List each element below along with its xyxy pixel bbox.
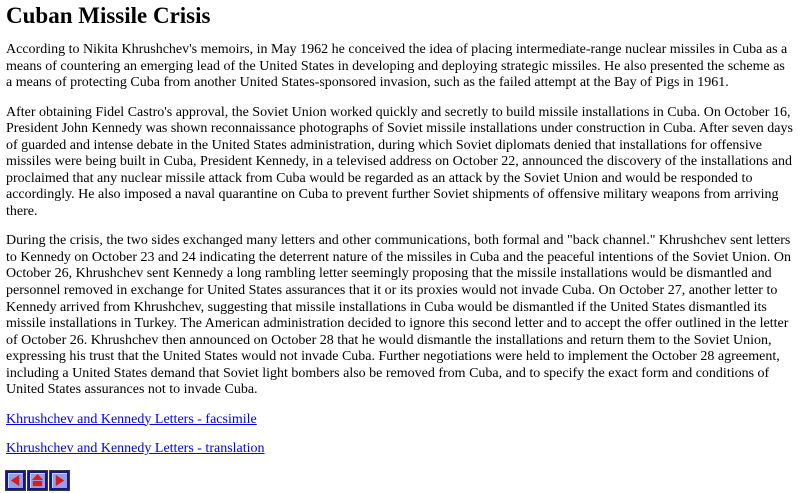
link-row-translation [6,441,794,458]
letters-translation-link[interactable]: Khrushchev and Kennedy Letters - translation [6,441,265,457]
paragraph-khrushchev-memoirs: According to Nikita Khrushchev's memoirs, in May 1962 he conceived the idea of placing intermediate-range nuclear missiles in Cuba as a means of countering an emerging lead of the United States in developing and deploying strategic missiles. He also presented the scheme as a means of protecting Cuba from another United States-sponsored invasion, such as the failed attempt at the Bay of Pigs in 1961. [6,42,788,91]
letters-facsimile-link[interactable]: Khrushchev and Kennedy Letters - facsimile [6,411,257,427]
link-row-facsimile [6,412,794,429]
nav-back-button[interactable] [6,471,25,490]
paragraph-installations-discovery: After obtaining Fidel Castro's approval, the Soviet Union worked quickly and secretly to build missile installations in Cuba. On October 16, President John Kennedy was shown reconnaissance photographs of Soviet missile installations under construction in Cuba. After seven days of guarded and intense debate in the United States administration, during which Soviet diplomats denied that installations for offensive missiles were being built in Cuba, President Kennedy, in a televised address on October 22, announced the discovery of the installations and proclaimed that any nuclear missile attack from Cuba would be regarded as an attack by the Soviet Union and would be responded to accordingly. He also imposed a naval quarantine on Cuba to prevent further Soviet shipments of offensive military weapons from arriving there. [6,104,793,219]
left-arrow-icon [8,473,23,488]
page-title: Cuban Missile Crisis [6,3,211,28]
bottom-navigation [6,471,794,490]
up-arrow-icon [30,473,45,488]
nav-forward-button[interactable] [50,471,69,490]
right-arrow-icon [52,473,67,488]
nav-up-button[interactable] [28,471,47,490]
paragraph-letters-exchange: During the crisis, the two sides exchanged many letters and other communications, both formal and "back channel." Khrushchev sent letters to Kennedy on October 23 and 24 indicating the deterrent nature of the missiles in Cuba and the peaceful intentions of the Soviet Union. On October 26, Khrushchev sent Kennedy a long rambling letter seemingly proposing that the missile installations would be dismantled and personnel removed in exchange for United States assurances that it or its proxies would not invade Cuba. On October 27, another letter to Kennedy arrived from Khrushchev, suggesting that missile installations in Cuba would be dismantled if the United States dismantled its missile installations in Turkey. The American administration decided to ignore this second letter and to accept the offer outlined in the letter of October 26. Khrushchev then announced on October 28 that he would dismantle the installations and return them to the Soviet Union, expressing his trust that the United States would not invade Cuba. Further negotiations were held to implement the October 28 agreement, including a United States demand that Soviet light bombers also be removed from Cuba, and to specify the exact form and conditions of United States assurances not to invade Cuba. [6,233,791,398]
